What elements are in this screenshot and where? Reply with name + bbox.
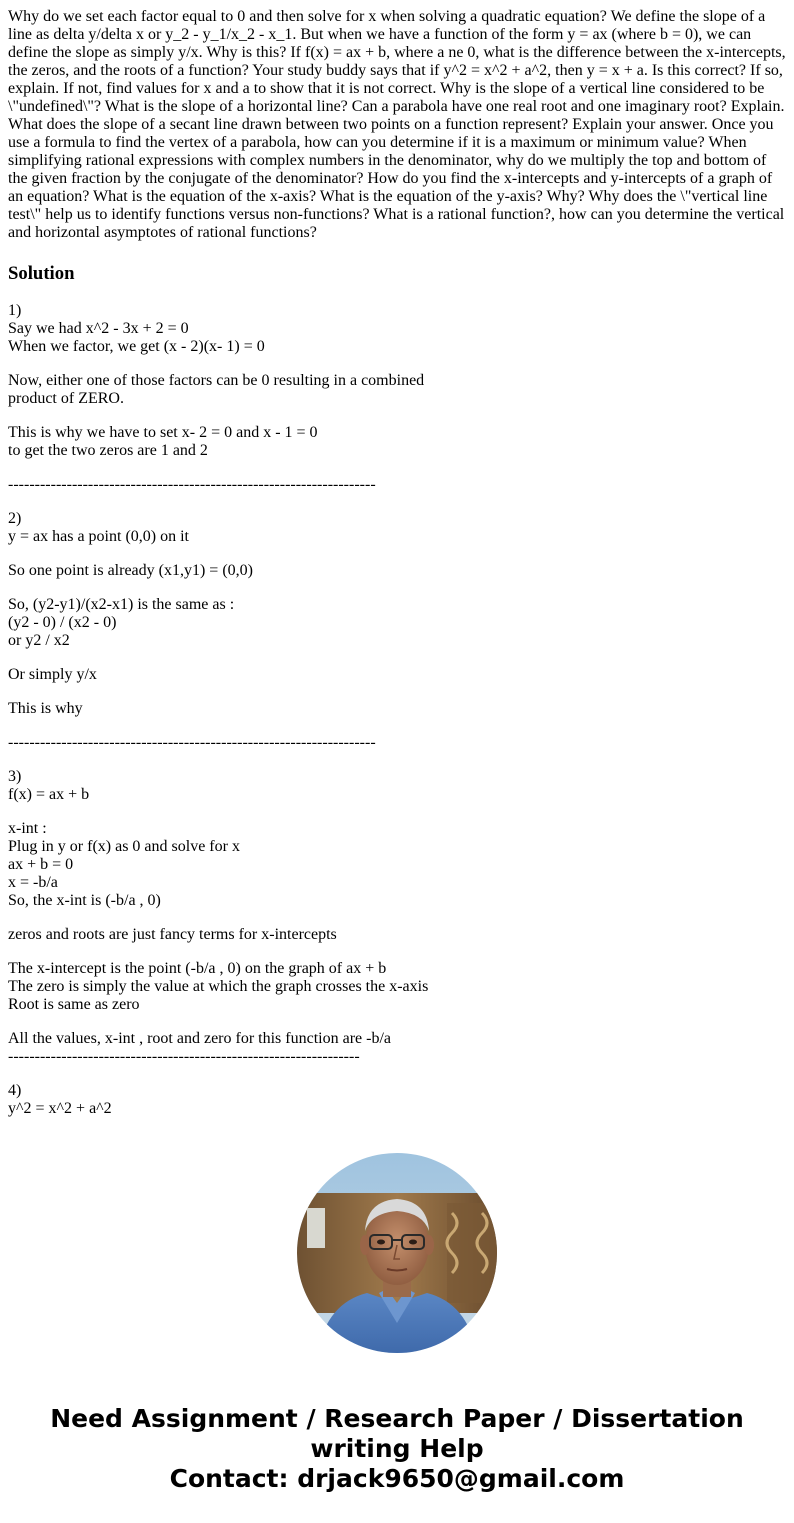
solution-body — [8, 302, 788, 1118]
solution-line: The zero is simply the value at which the graph crosses the x-axis — [8, 978, 429, 995]
promo-banner — [0, 1404, 794, 1494]
solution-paragraph — [8, 1030, 788, 1066]
solution-line: to get the two zeros are 1 and 2 — [8, 442, 208, 459]
solution-paragraph — [8, 926, 788, 944]
solution-paragraph — [8, 820, 788, 910]
solution-line: or y2 / x2 — [8, 632, 70, 649]
solution-line: Say we had x^2 - 3x + 2 = 0 — [8, 320, 189, 337]
document-content — [8, 8, 788, 1134]
solution-line: 4) — [8, 1082, 22, 1099]
question-text: Why do we set each factor equal to 0 and then solve for x when solving a quadratic equation? We define the slope of a line as delta y/delta x or y_2 - y_1/x_2 - x_1. But when we have a function of the form y = ax (where b = 0), we can define the slope as simply y/x. Why is this? If f(x) = ax + b, where a ne 0, what is the difference between the x-intercepts, the zeros, and the roots of a function? Your study buddy says that if y^2 = x^2 + a^2, then y = x + a. Is this correct? If so, explain. If not, find values for x and a to show that it is not correct. Why is the slope of a vertical line considered to be \"undefined\"? What is the slope of a horizontal line? Can a parabola have one real root and one imaginary root? Explain. What does the slope of a secant line drawn between two points on a function represent? Explain your answer. Once you use a formula to find the vertex of a parabola, how can you determine if it is a maximum or minimum value? When simplifying rational expressions with complex numbers in the denominator, why do we multiply the top and bottom of the given fraction by the conjugate of the denominator? How do you find the x-intercepts and y-intercepts of a graph of an equation? What is the equation of the x-axis? What is the equation of the y-axis? Why? Why does the \"vertical line test\" help us to identify functions versus non-functions? What is a rational function?, how can you determine the vertical and horizontal asymptotes of rational functions? — [8, 8, 786, 241]
solution-paragraph — [8, 476, 788, 494]
solution-line: 3) — [8, 768, 22, 785]
solution-line: This is why we have to set x- 2 = 0 and x - 1 = 0 — [8, 424, 318, 441]
promo-contact: Contact: drjack9650@gmail.com — [169, 1464, 625, 1493]
solution-line: The x-intercept is the point (-b/a , 0) on the graph of ax + b — [8, 960, 387, 977]
author-photo — [297, 1153, 497, 1353]
portrait-image — [297, 1153, 497, 1353]
solution-line: Root is same as zero — [8, 996, 140, 1013]
promo-line-2: writing Help — [310, 1434, 484, 1463]
solution-line: --------------------------------------------------------------------- — [8, 476, 376, 493]
solution-line: product of ZERO. — [8, 390, 124, 407]
solution-line: y = ax has a point (0,0) on it — [8, 528, 189, 545]
solution-line: When we factor, we get (x - 2)(x- 1) = 0 — [8, 338, 265, 355]
solution-line: 1) — [8, 302, 22, 319]
solution-line: ------------------------------------------------------------------ — [8, 1048, 360, 1065]
solution-paragraph — [8, 960, 788, 1014]
solution-paragraph — [8, 302, 788, 356]
solution-line: f(x) = ax + b — [8, 786, 90, 803]
solution-line: 2) — [8, 510, 22, 527]
solution-line: (y2 - 0) / (x2 - 0) — [8, 614, 117, 631]
solution-paragraph — [8, 1082, 788, 1118]
solution-line: x = -b/a — [8, 874, 58, 891]
solution-line: --------------------------------------------------------------------- — [8, 734, 376, 751]
solution-paragraph — [8, 734, 788, 752]
solution-heading: Solution — [8, 263, 75, 284]
solution-line: Now, either one of those factors can be 0 resulting in a combined — [8, 372, 425, 389]
solution-paragraph — [8, 562, 788, 580]
solution-paragraph — [8, 424, 788, 460]
solution-paragraph — [8, 700, 788, 718]
solution-paragraph — [8, 596, 788, 650]
solution-paragraph — [8, 510, 788, 546]
solution-line: x-int : — [8, 820, 47, 837]
solution-paragraph — [8, 372, 788, 408]
solution-line: So one point is already (x1,y1) = (0,0) — [8, 562, 253, 579]
solution-line: This is why — [8, 700, 83, 717]
solution-line: y^2 = x^2 + a^2 — [8, 1100, 112, 1117]
solution-line: Plug in y or f(x) as 0 and solve for x — [8, 838, 240, 855]
solution-paragraph — [8, 768, 788, 804]
solution-line: So, (y2-y1)/(x2-x1) is the same as : — [8, 596, 235, 613]
solution-line: ax + b = 0 — [8, 856, 74, 873]
solution-line: Or simply y/x — [8, 666, 97, 683]
solution-line: So, the x-int is (-b/a , 0) — [8, 892, 161, 909]
promo-line-1: Need Assignment / Research Paper / Dissertation — [50, 1404, 744, 1433]
solution-paragraph — [8, 666, 788, 684]
solution-line: All the values, x-int , root and zero for this function are -b/a — [8, 1030, 391, 1047]
solution-line: zeros and roots are just fancy terms for x-intercepts — [8, 926, 337, 943]
